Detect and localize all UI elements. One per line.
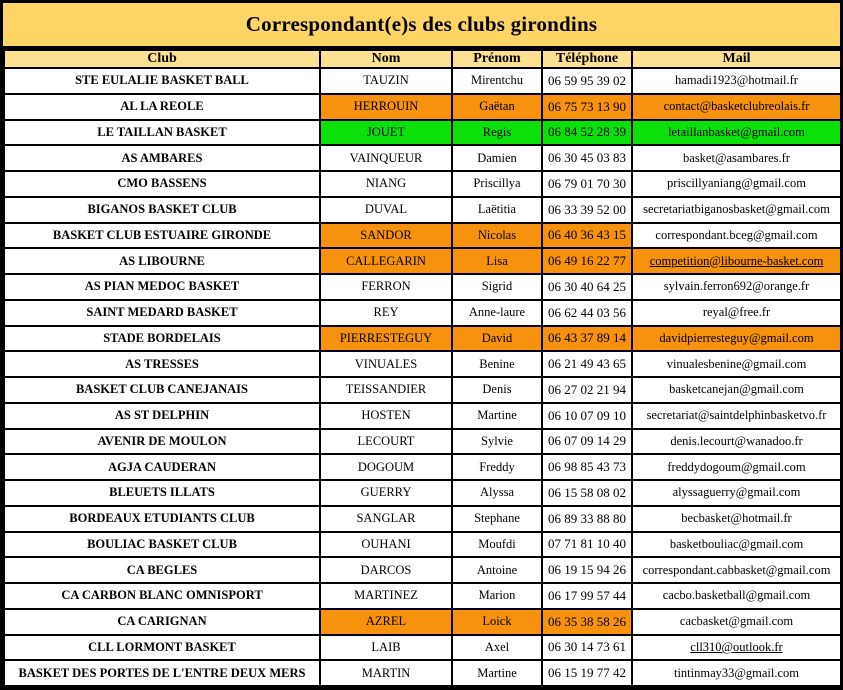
nom-cell: MARTINEZ — [320, 583, 452, 609]
club-cell: BOULIAC BASKET CLUB — [4, 532, 320, 558]
nom-cell: SANGLAR — [320, 506, 452, 532]
club-cell: CMO BASSENS — [4, 171, 320, 197]
prenom-cell: Gaëtan — [452, 94, 542, 120]
mail-address: davidpierresteguy@gmail.com — [659, 330, 814, 345]
table-row — [4, 506, 841, 532]
prenom-cell: Antoine — [452, 557, 542, 583]
mail-address: contact@basketclubreolais.fr — [663, 99, 810, 114]
mail-address: vinualesbenine@gmail.com — [666, 356, 807, 371]
mail-address: letaillanbasket@gmail.com — [668, 124, 805, 139]
telephone-cell: 06 62 44 03 56 — [542, 300, 632, 326]
table-row — [4, 377, 841, 403]
table-row — [4, 171, 841, 197]
mail-address: priscillyaniang@gmail.com — [667, 176, 806, 191]
club-cell: AS TRESSES — [4, 351, 320, 377]
table-row — [4, 145, 841, 171]
mail-cell — [632, 480, 841, 506]
table-row — [4, 532, 841, 558]
nom-cell: PIERRESTEGUY — [320, 326, 452, 352]
mail-address: sylvain.ferron692@orange.fr — [663, 279, 810, 294]
table-row — [4, 403, 841, 429]
mail-link[interactable]: cll310@outlook.fr — [690, 639, 783, 654]
mail-address: freddydogoum@gmail.com — [667, 459, 806, 474]
mail-cell — [632, 326, 841, 352]
table-row — [4, 480, 841, 506]
nom-cell: HOSTEN — [320, 403, 452, 429]
table-row — [4, 300, 841, 326]
club-cell: BASKET CLUB CANEJANAIS — [4, 377, 320, 403]
mail-address: cacbasket@gmail.com — [679, 614, 794, 629]
mail-address: denis.lecourt@wanadoo.fr — [670, 433, 803, 448]
telephone-cell: 06 40 36 43 15 — [542, 223, 632, 249]
nom-cell: AZREL — [320, 609, 452, 635]
mail-address: secretariat@saintdelphinbasketvo.fr — [646, 408, 827, 423]
mail-address: basketbouliac@gmail.com — [669, 536, 804, 551]
mail-cell — [632, 120, 841, 146]
mail-cell — [632, 274, 841, 300]
club-cell: CA CARIGNAN — [4, 609, 320, 635]
table-row — [4, 609, 841, 635]
telephone-cell: 07 71 81 10 40 — [542, 532, 632, 558]
prenom-cell: Priscillya — [452, 171, 542, 197]
mail-address: basketcanejan@gmail.com — [669, 382, 804, 397]
club-cell: BASKET DES PORTES DE L'ENTRE DEUX MERS — [4, 660, 320, 686]
club-cell: AS PIAN MEDOC BASKET — [4, 274, 320, 300]
prenom-cell: Marion — [452, 583, 542, 609]
mail-cell — [632, 454, 841, 480]
mail-address: correspondant.cabbasket@gmail.com — [642, 562, 831, 577]
table-row — [4, 248, 841, 274]
mail-cell — [632, 532, 841, 558]
mail-cell — [632, 145, 841, 171]
nom-cell: LECOURT — [320, 429, 452, 455]
table-row — [4, 68, 841, 94]
table-row — [4, 120, 841, 146]
prenom-cell: Laëtitia — [452, 197, 542, 223]
mail-cell — [632, 248, 841, 274]
mail-address: reyal@free.fr — [702, 305, 771, 320]
prenom-cell: Lisa — [452, 248, 542, 274]
club-cell: AVENIR DE MOULON — [4, 429, 320, 455]
table-row — [4, 326, 841, 352]
telephone-cell: 06 33 39 52 00 — [542, 197, 632, 223]
club-cell: STE EULALIE BASKET BALL — [4, 68, 320, 94]
table-row — [4, 94, 841, 120]
nom-cell: SANDOR — [320, 223, 452, 249]
nom-cell: VINUALES — [320, 351, 452, 377]
table-row — [4, 223, 841, 249]
prenom-cell: Loick — [452, 609, 542, 635]
mail-cell — [632, 506, 841, 532]
mail-address: alyssaguerry@gmail.com — [672, 485, 801, 500]
telephone-cell: 06 30 14 73 61 — [542, 635, 632, 661]
table-row — [4, 557, 841, 583]
mail-link[interactable]: competition@libourne-basket.com — [649, 253, 824, 268]
club-cell: AGJA CAUDERAN — [4, 454, 320, 480]
prenom-cell: Benine — [452, 351, 542, 377]
table-row — [4, 274, 841, 300]
club-cell: LE TAILLAN BASKET — [4, 120, 320, 146]
club-cell: AS LIBOURNE — [4, 248, 320, 274]
column-header-club: Club — [4, 50, 320, 68]
telephone-cell: 06 30 45 03 83 — [542, 145, 632, 171]
prenom-cell: Martine — [452, 403, 542, 429]
club-cell: BLEUETS ILLATS — [4, 480, 320, 506]
prenom-cell: Mirentchu — [452, 68, 542, 94]
telephone-cell: 06 43 37 89 14 — [542, 326, 632, 352]
club-cell: AL LA REOLE — [4, 94, 320, 120]
nom-cell: DARCOS — [320, 557, 452, 583]
nom-cell: FERRON — [320, 274, 452, 300]
telephone-cell: 06 89 33 88 80 — [542, 506, 632, 532]
club-cell: CLL LORMONT BASKET — [4, 635, 320, 661]
mail-address: basket@asambares.fr — [683, 150, 790, 165]
nom-cell: OUHANI — [320, 532, 452, 558]
table-row — [4, 429, 841, 455]
mail-cell — [632, 171, 841, 197]
table-row — [4, 635, 841, 661]
nom-cell: TAUZIN — [320, 68, 452, 94]
club-cell: BASKET CLUB ESTUAIRE GIRONDE — [4, 223, 320, 249]
column-header-mail: Mail — [632, 50, 841, 68]
telephone-cell: 06 75 73 13 90 — [542, 94, 632, 120]
nom-cell: VAINQUEUR — [320, 145, 452, 171]
nom-cell: CALLEGARIN — [320, 248, 452, 274]
nom-cell: DOGOUM — [320, 454, 452, 480]
club-cell: AS AMBARES — [4, 145, 320, 171]
club-cell: AS ST DELPHIN — [4, 403, 320, 429]
mail-address: tintinmay33@gmail.com — [673, 665, 800, 680]
telephone-cell: 06 49 16 22 77 — [542, 248, 632, 274]
prenom-cell: Stephane — [452, 506, 542, 532]
table-row — [4, 454, 841, 480]
club-cell: BIGANOS BASKET CLUB — [4, 197, 320, 223]
table-row — [4, 197, 841, 223]
telephone-cell: 06 30 40 64 25 — [542, 274, 632, 300]
telephone-cell: 06 21 49 43 65 — [542, 351, 632, 377]
column-header-prenom: Prénom — [452, 50, 542, 68]
table-row — [4, 583, 841, 609]
telephone-cell: 06 98 85 43 73 — [542, 454, 632, 480]
mail-cell — [632, 403, 841, 429]
prenom-cell: Damien — [452, 145, 542, 171]
mail-cell — [632, 68, 841, 94]
mail-cell — [632, 377, 841, 403]
prenom-cell: Anne-laure — [452, 300, 542, 326]
page-title: Correspondant(e)s des clubs girondins — [3, 3, 840, 49]
telephone-cell: 06 15 58 08 02 — [542, 480, 632, 506]
mail-cell — [632, 429, 841, 455]
prenom-cell: Freddy — [452, 454, 542, 480]
table-row — [4, 660, 841, 686]
prenom-cell: Moufdi — [452, 532, 542, 558]
nom-cell: JOUET — [320, 120, 452, 146]
mail-cell — [632, 223, 841, 249]
nom-cell: HERROUIN — [320, 94, 452, 120]
correspondents-table — [3, 49, 842, 687]
mail-cell — [632, 94, 841, 120]
column-header-nom: Nom — [320, 50, 452, 68]
prenom-cell: David — [452, 326, 542, 352]
prenom-cell: Axel — [452, 635, 542, 661]
club-cell: CA BEGLES — [4, 557, 320, 583]
mail-cell — [632, 583, 841, 609]
prenom-cell: Denis — [452, 377, 542, 403]
telephone-cell: 06 27 02 21 94 — [542, 377, 632, 403]
telephone-cell: 06 07 09 14 29 — [542, 429, 632, 455]
nom-cell: DUVAL — [320, 197, 452, 223]
mail-cell — [632, 557, 841, 583]
mail-address: secretariatbiganosbasket@gmail.com — [643, 202, 830, 217]
mail-address: hamadi1923@hotmail.fr — [675, 73, 798, 88]
mail-cell — [632, 660, 841, 686]
prenom-cell: Sigrid — [452, 274, 542, 300]
nom-cell: TEISSANDIER — [320, 377, 452, 403]
prenom-cell: Sylvie — [452, 429, 542, 455]
telephone-cell: 06 15 19 77 42 — [542, 660, 632, 686]
prenom-cell: Nicolas — [452, 223, 542, 249]
nom-cell: REY — [320, 300, 452, 326]
telephone-cell: 06 35 38 58 26 — [542, 609, 632, 635]
telephone-cell: 06 19 15 94 26 — [542, 557, 632, 583]
mail-address: becbasket@hotmail.fr — [681, 511, 792, 526]
table-row — [4, 351, 841, 377]
header-row — [4, 50, 841, 68]
prenom-cell: Alyssa — [452, 480, 542, 506]
club-cell: CA CARBON BLANC OMNISPORT — [4, 583, 320, 609]
telephone-cell: 06 59 95 39 02 — [542, 68, 632, 94]
mail-address: cacbo.basketball@gmail.com — [662, 588, 811, 603]
nom-cell: MARTIN — [320, 660, 452, 686]
prenom-cell: Regis — [452, 120, 542, 146]
club-cell: BORDEAUX ETUDIANTS CLUB — [4, 506, 320, 532]
nom-cell: LAIB — [320, 635, 452, 661]
telephone-cell: 06 17 99 57 44 — [542, 583, 632, 609]
mail-address: correspondant.bceg@gmail.com — [655, 227, 818, 242]
club-cell: SAINT MEDARD BASKET — [4, 300, 320, 326]
column-header-telephone: Téléphone — [542, 50, 632, 68]
club-cell: STADE BORDELAIS — [4, 326, 320, 352]
mail-cell — [632, 300, 841, 326]
telephone-cell: 06 84 52 28 39 — [542, 120, 632, 146]
mail-cell — [632, 197, 841, 223]
mail-cell — [632, 609, 841, 635]
telephone-cell: 06 10 07 09 10 — [542, 403, 632, 429]
mail-cell — [632, 351, 841, 377]
prenom-cell: Martine — [452, 660, 542, 686]
nom-cell: GUERRY — [320, 480, 452, 506]
mail-cell — [632, 635, 841, 661]
nom-cell: NIANG — [320, 171, 452, 197]
telephone-cell: 06 79 01 70 30 — [542, 171, 632, 197]
